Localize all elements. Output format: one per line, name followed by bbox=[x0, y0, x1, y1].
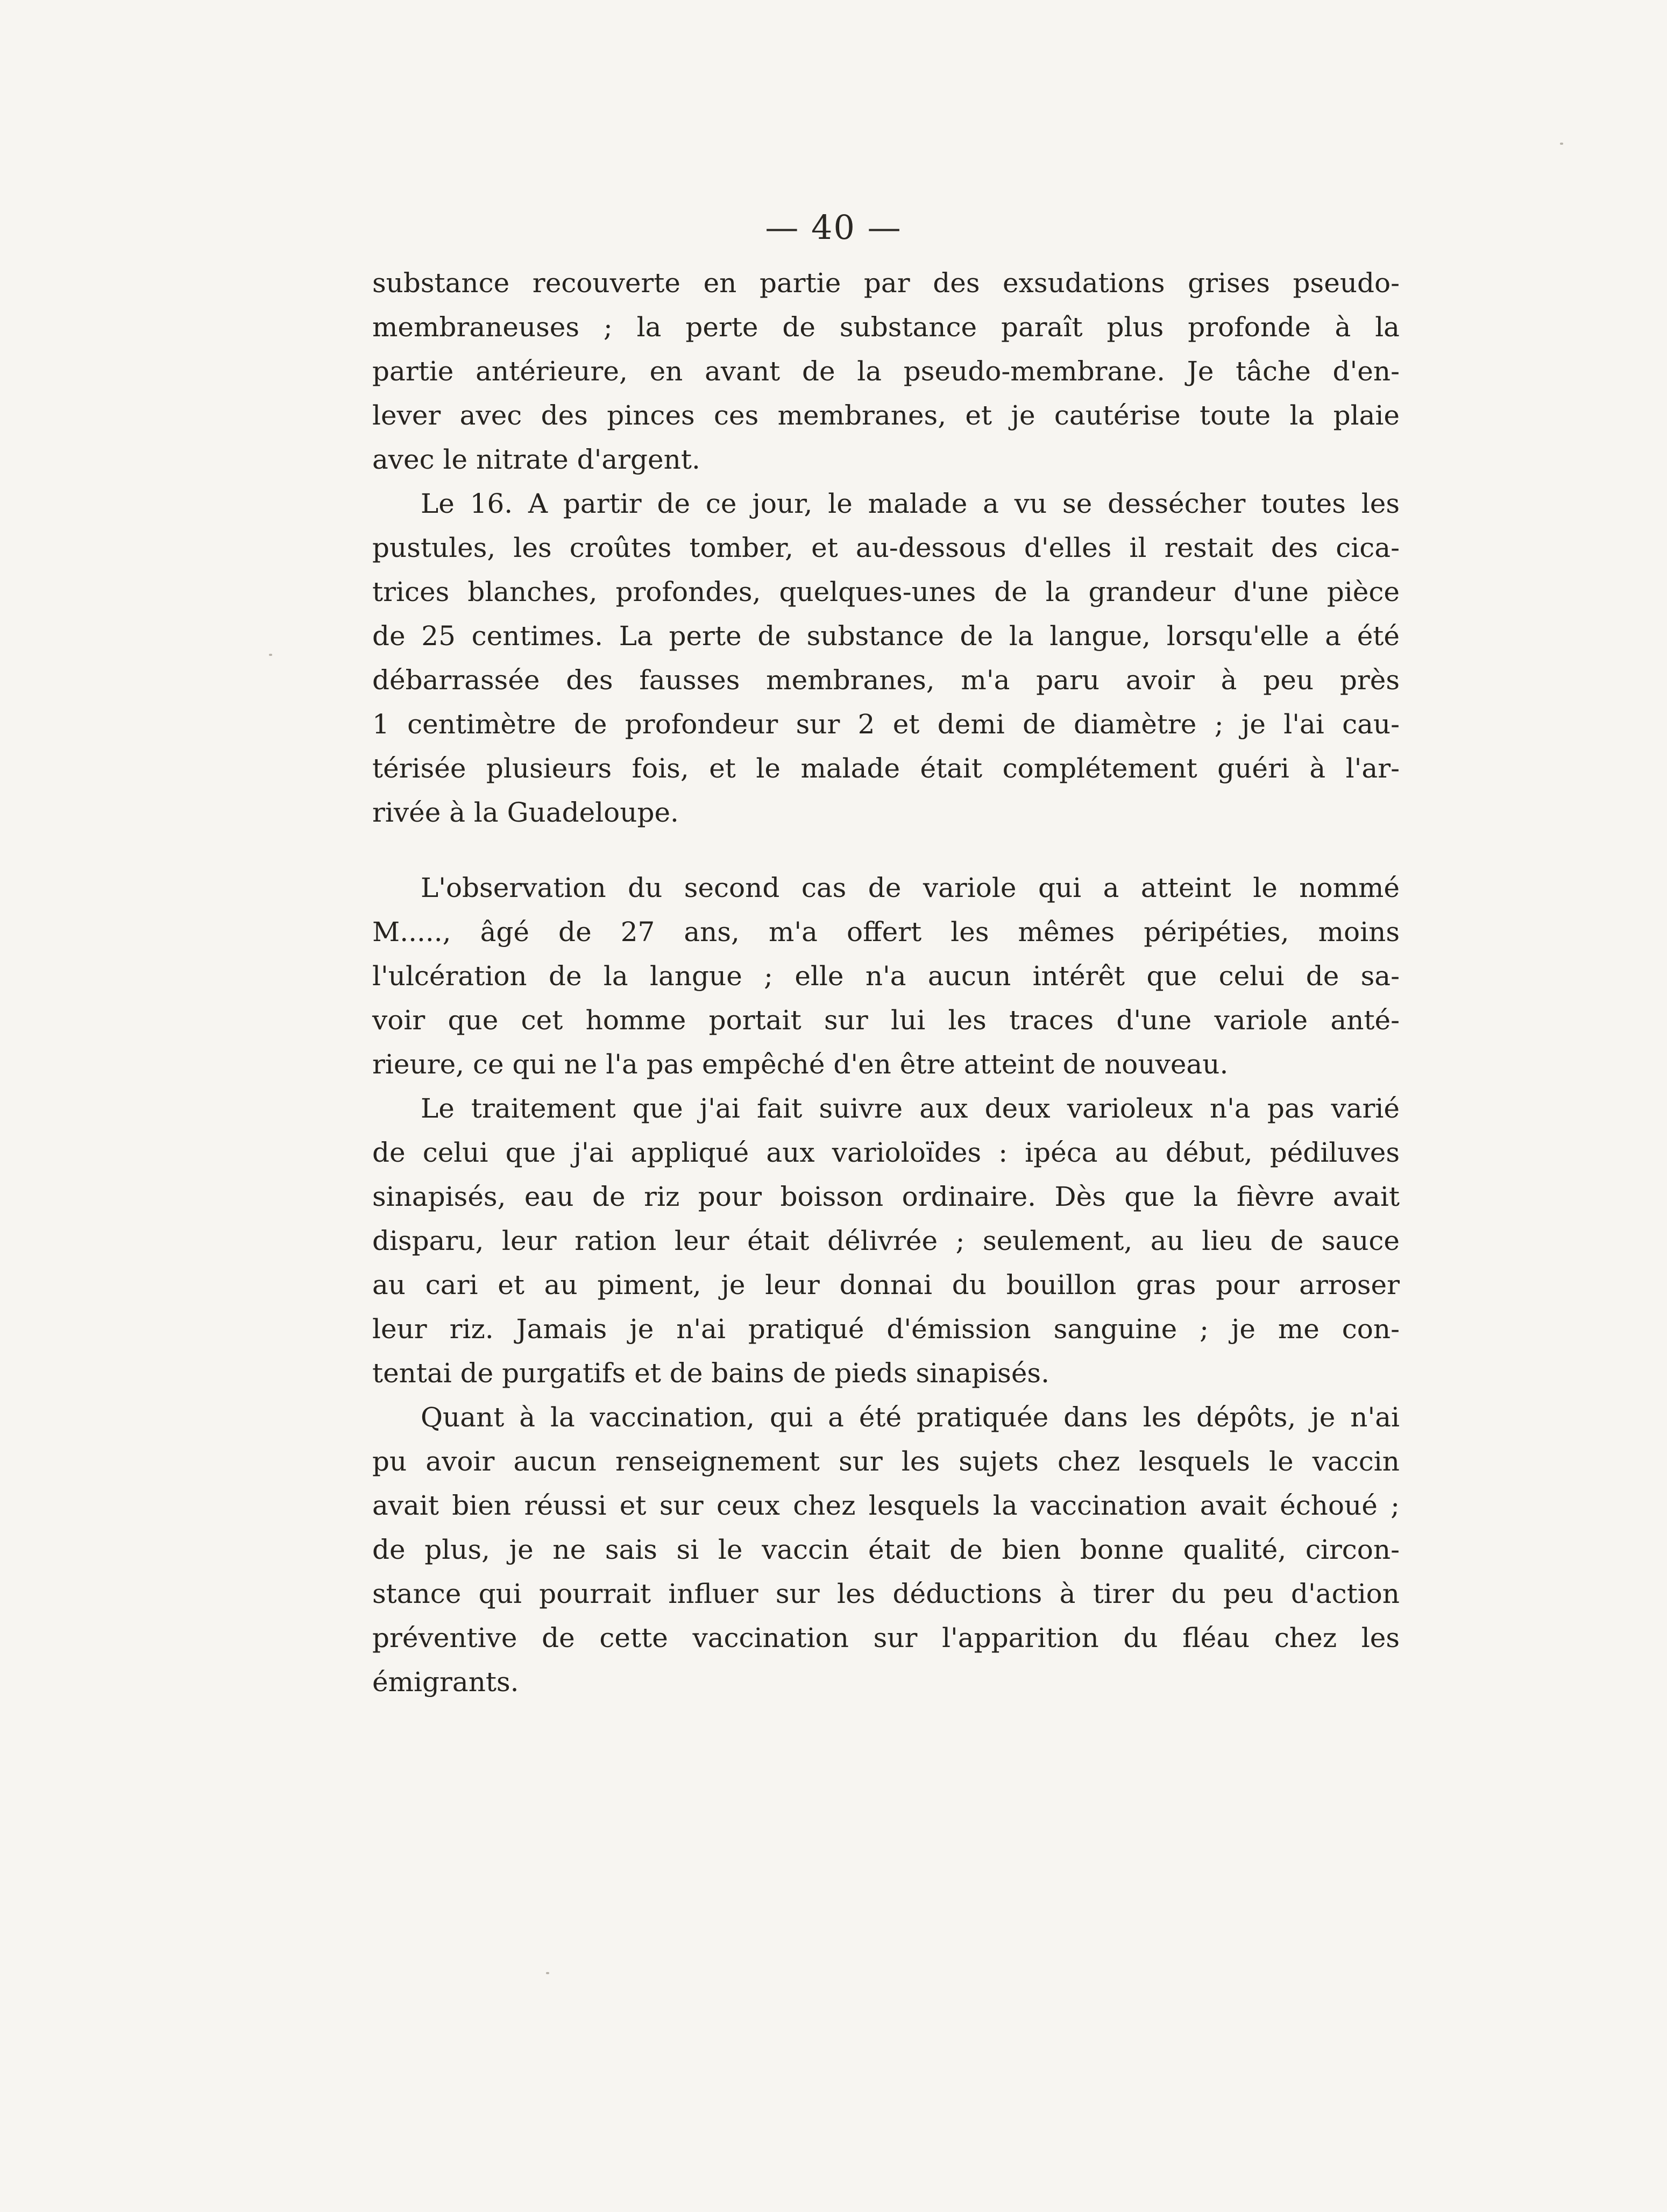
text-line: térisée plusieurs fois, et le malade était complétement guéri à l'ar- bbox=[372, 753, 1400, 784]
text-line: M....., âgé de 27 ans, m'a offert les mêmes péripéties, moins bbox=[372, 916, 1400, 948]
scan-speck bbox=[1560, 143, 1563, 145]
text-line: pustules, les croûtes tomber, et au-dessous d'elles il restait des cica- bbox=[372, 532, 1400, 563]
scan-speck bbox=[546, 1972, 549, 1974]
paragraph bbox=[372, 1086, 1400, 1395]
text-line: rivée à la Guadeloupe. bbox=[372, 797, 679, 828]
text-line: de plus, je ne sais si le vaccin était de bien bonne qualité, circon- bbox=[372, 1534, 1400, 1565]
paragraph-spacer bbox=[372, 835, 1400, 866]
body-text bbox=[372, 261, 1400, 1704]
text-line: Quant à la vaccination, qui a été pratiquée dans les dépôts, je n'ai bbox=[421, 1402, 1400, 1433]
text-line: lever avec des pinces ces membranes, et je cautérise toute la plaie bbox=[372, 400, 1400, 431]
text-line: voir que cet homme portait sur lui les traces d'une variole anté- bbox=[372, 1005, 1400, 1036]
text-line: partie antérieure, en avant de la pseudo-membrane. Je tâche d'en- bbox=[372, 356, 1400, 387]
text-line: avait bien réussi et sur ceux chez lesquels la vaccination avait échoué ; bbox=[372, 1490, 1400, 1521]
text-line: L'observation du second cas de variole qui a atteint le nommé bbox=[421, 872, 1400, 903]
text-line: Le traitement que j'ai fait suivre aux deux varioleux n'a pas varié bbox=[421, 1093, 1400, 1124]
scan-speck bbox=[269, 654, 272, 656]
text-line: disparu, leur ration leur était délivrée ; seulement, au lieu de sauce bbox=[372, 1225, 1400, 1256]
text-line: rieure, ce qui ne l'a pas empêché d'en être atteint de nouveau. bbox=[372, 1049, 1229, 1080]
text-line: sinapisés, eau de riz pour boisson ordinaire. Dès que la fièvre avait bbox=[372, 1181, 1400, 1212]
text-line: de 25 centimes. La perte de substance de la langue, lorsqu'elle a été bbox=[372, 620, 1400, 652]
text-line: débarrassée des fausses membranes, m'a paru avoir à peu près bbox=[372, 665, 1400, 696]
text-line: préventive de cette vaccination sur l'apparition du fléau chez les bbox=[372, 1622, 1400, 1653]
text-line: membraneuses ; la perte de substance paraît plus profonde à la bbox=[372, 312, 1400, 343]
text-line: de celui que j'ai appliqué aux varioloïdes : ipéca au début, pédiluves bbox=[372, 1137, 1400, 1168]
text-line: stance qui pourrait influer sur les déductions à tirer du peu d'action bbox=[372, 1578, 1400, 1609]
text-line: substance recouverte en partie par des exsudations grises pseudo- bbox=[372, 267, 1400, 299]
text-line: avec le nitrate d'argent. bbox=[372, 444, 700, 475]
paragraph bbox=[372, 482, 1400, 835]
paragraph bbox=[372, 1395, 1400, 1704]
text-line: Le 16. A partir de ce jour, le malade a vu se dessécher toutes les bbox=[421, 488, 1400, 519]
text-line: 1 centimètre de profondeur sur 2 et demi de diamètre ; je l'ai cau- bbox=[372, 709, 1400, 740]
text-line: au cari et au piment, je leur donnai du bouillon gras pour arroser bbox=[372, 1269, 1400, 1301]
paragraph bbox=[372, 866, 1400, 1086]
text-line: tentai de purgatifs et de bains de pieds sinapisés. bbox=[372, 1358, 1049, 1389]
page-number: — 40 — bbox=[765, 208, 902, 247]
paragraph bbox=[372, 261, 1400, 482]
text-line: émigrants. bbox=[372, 1666, 519, 1698]
text-line: trices blanches, profondes, quelques-unes de la grandeur d'une pièce bbox=[372, 576, 1400, 607]
text-line: pu avoir aucun renseignement sur les sujets chez lesquels le vaccin bbox=[372, 1446, 1400, 1477]
text-line: leur riz. Jamais je n'ai pratiqué d'émission sanguine ; je me con- bbox=[372, 1313, 1400, 1345]
text-line: l'ulcération de la langue ; elle n'a aucun intérêt que celui de sa- bbox=[372, 960, 1400, 992]
